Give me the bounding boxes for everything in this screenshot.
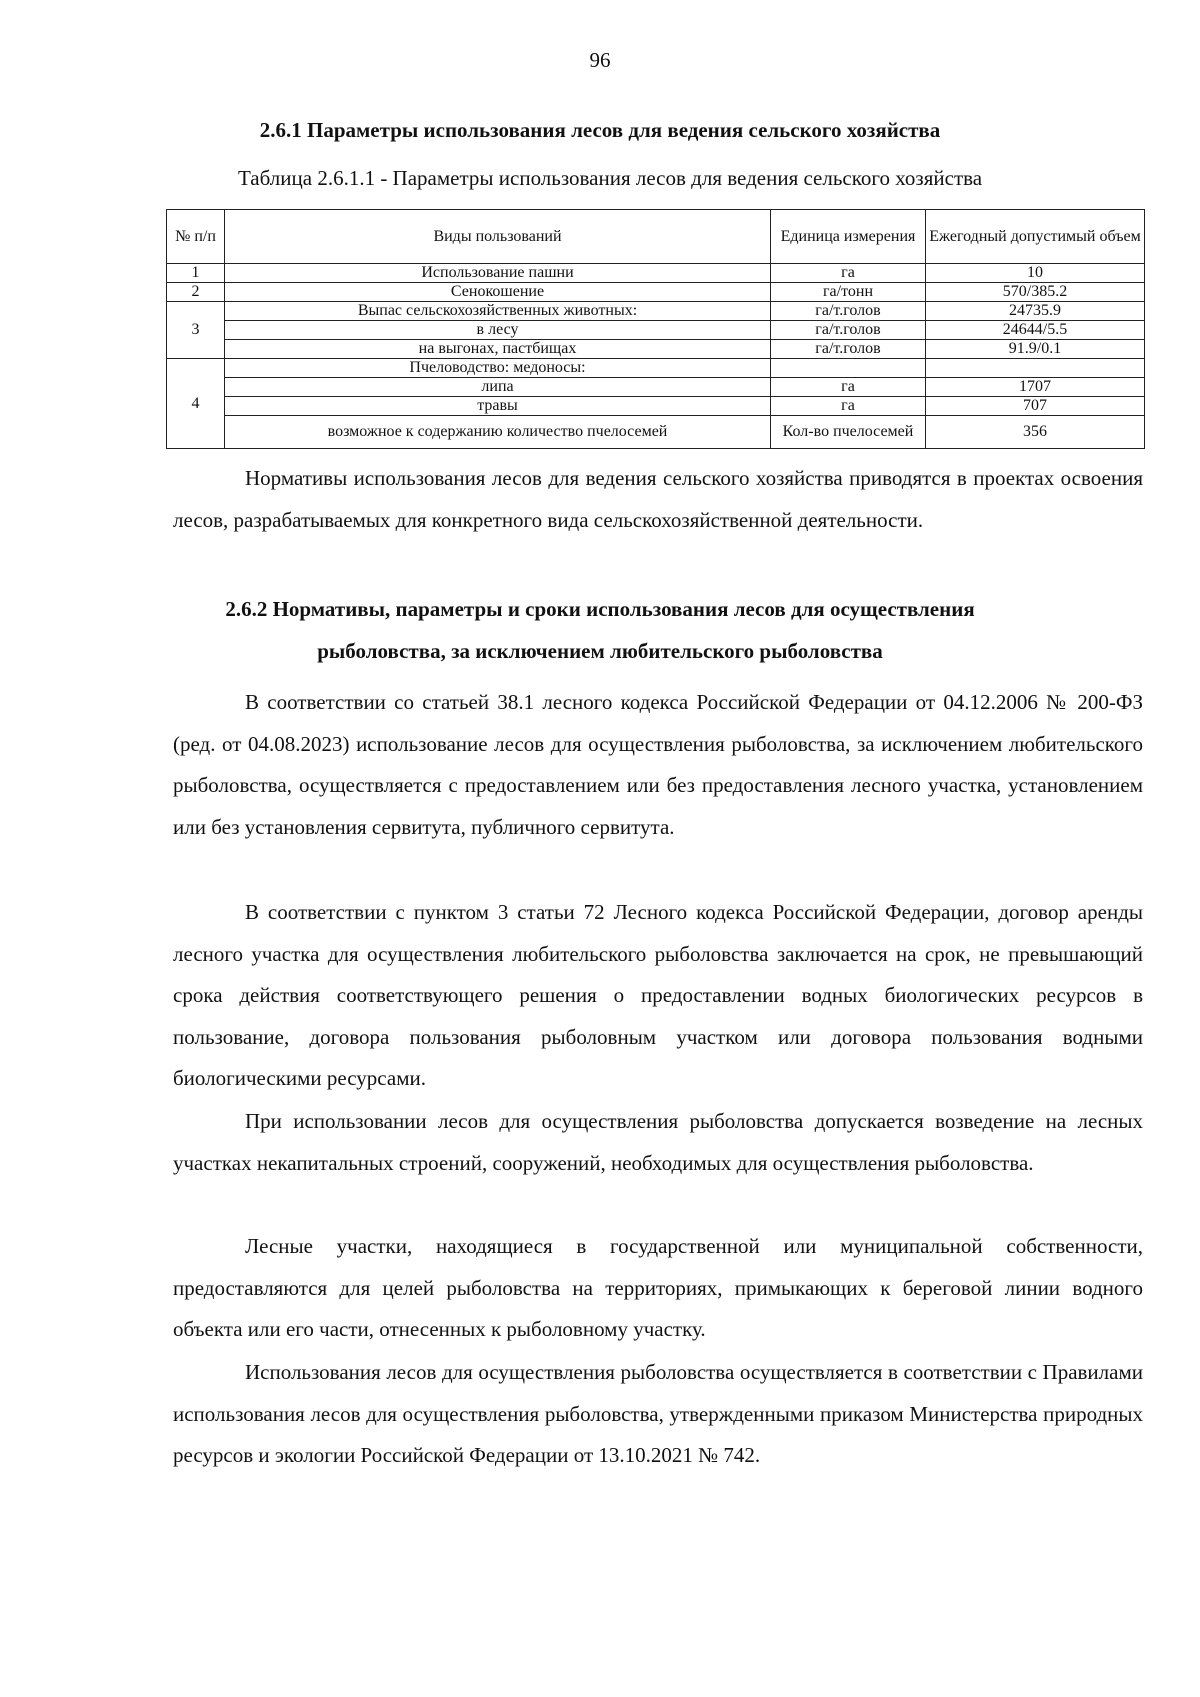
- row-name: травы: [225, 397, 771, 416]
- section-2-6-2-heading-line1: 2.6.2 Нормативы, параметры и сроки использования лесов для осуществления: [225, 597, 975, 621]
- table-row: [167, 321, 1145, 340]
- row-num: 4: [167, 359, 225, 449]
- page-number: 96: [589, 48, 611, 72]
- row-unit: га/т.голов: [771, 321, 926, 340]
- row-unit: га: [771, 378, 926, 397]
- row-volume: 91.9/0.1: [926, 340, 1145, 359]
- row-num: 2: [167, 283, 225, 302]
- table-row: [167, 302, 1145, 321]
- row-unit: га/т.голов: [771, 340, 926, 359]
- row-unit: га/тонн: [771, 283, 926, 302]
- table-caption: Таблица 2.6.1.1 - Параметры использования лесов для ведения сельского хозяйства: [238, 166, 983, 190]
- section-2-6-2-heading-line2: рыболовства, за исключением любительского рыболовства: [317, 639, 883, 663]
- body-paragraph: В соответствии с пунктом 3 статьи 72 Лесного кодекса Российской Федерации, договор аренды лесного участка для осуществления любительского рыболовства заключается на срок, не превышающий срока действия соответствующего решения о предоставлении водных биологических ресурсов в пользование, договора пользования рыболовным участком или договора пользования водными биологическими ресурсами.: [173, 900, 1143, 1091]
- parameters-table: [166, 209, 1145, 449]
- row-num: 3: [167, 302, 225, 359]
- table-row: [167, 378, 1145, 397]
- row-name: в лесу: [225, 321, 771, 340]
- row-volume: 356: [926, 416, 1145, 449]
- table-row: [167, 340, 1145, 359]
- table-row: [167, 416, 1145, 449]
- row-name: на выгонах, пастбищах: [225, 340, 771, 359]
- section-2-6-1-paragraph: Нормативы использования лесов для ведения сельского хозяйства приводятся в проектах освоения лесов, разрабатываемых для конкретного вида сельскохозяйственной деятельности.: [173, 466, 1143, 532]
- row-unit: [771, 359, 926, 378]
- row-volume: 707: [926, 397, 1145, 416]
- row-unit: га/т.голов: [771, 302, 926, 321]
- row-name: Выпас сельскохозяйственных животных:: [225, 302, 771, 321]
- header-num: № п/п: [167, 210, 225, 264]
- body-paragraph: При использовании лесов для осуществления рыболовства допускается возведение на лесных участках некапитальных строений, сооружений, необходимых для осуществления рыболовства.: [173, 1109, 1143, 1175]
- row-volume: 1707: [926, 378, 1145, 397]
- header-volume: Ежегодный допустимый объем: [926, 210, 1145, 264]
- header-type: Виды пользований: [225, 210, 771, 264]
- row-name: Сенокошение: [225, 283, 771, 302]
- table-header-row: [167, 210, 1145, 264]
- row-num: 1: [167, 264, 225, 283]
- table-row: [167, 397, 1145, 416]
- table-row: [167, 283, 1145, 302]
- body-paragraph: Использования лесов для осуществления рыболовства осуществляется в соответствии с Правилами использования лесов для осуществления рыболовства, утвержденными приказом Министерства природных ресурсов и экологии Российской Федерации от 13.10.2021 № 742.: [173, 1360, 1143, 1468]
- row-volume: 10: [926, 264, 1145, 283]
- row-volume: 24735.9: [926, 302, 1145, 321]
- row-volume: 24644/5.5: [926, 321, 1145, 340]
- row-name: Использование пашни: [225, 264, 771, 283]
- body-paragraph: В соответствии со статьей 38.1 лесного кодекса Российской Федерации от 04.12.2006 № 200-ФЗ (ред. от 04.08.2023) использование лесов для осуществления рыболовства, за исключением любительского рыболовства, осуществляется с предоставлением или без предоставления лесного участка, установлением или без установления сервитута, публичного сервитута.: [173, 690, 1143, 839]
- row-name: липа: [225, 378, 771, 397]
- row-unit: га: [771, 264, 926, 283]
- body-paragraph: Лесные участки, находящиеся в государственной или муниципальной собственности, предоставляются для целей рыболовства на территориях, примыкающих к береговой линии водного объекта или его части, отнесенных к рыболовному участку.: [173, 1234, 1143, 1342]
- table-row: [167, 264, 1145, 283]
- row-name: Пчеловодство: медоносы:: [225, 359, 771, 378]
- row-unit: га: [771, 397, 926, 416]
- table-row: [167, 359, 1145, 378]
- row-volume: 570/385.2: [926, 283, 1145, 302]
- row-name: возможное к содержанию количество пчелосемей: [225, 416, 771, 449]
- row-unit: Кол-во пчелосемей: [771, 416, 926, 449]
- row-volume: [926, 359, 1145, 378]
- section-2-6-1-heading: 2.6.1 Параметры использования лесов для ведения сельского хозяйства: [259, 118, 941, 142]
- header-unit: Единица измерения: [771, 210, 926, 264]
